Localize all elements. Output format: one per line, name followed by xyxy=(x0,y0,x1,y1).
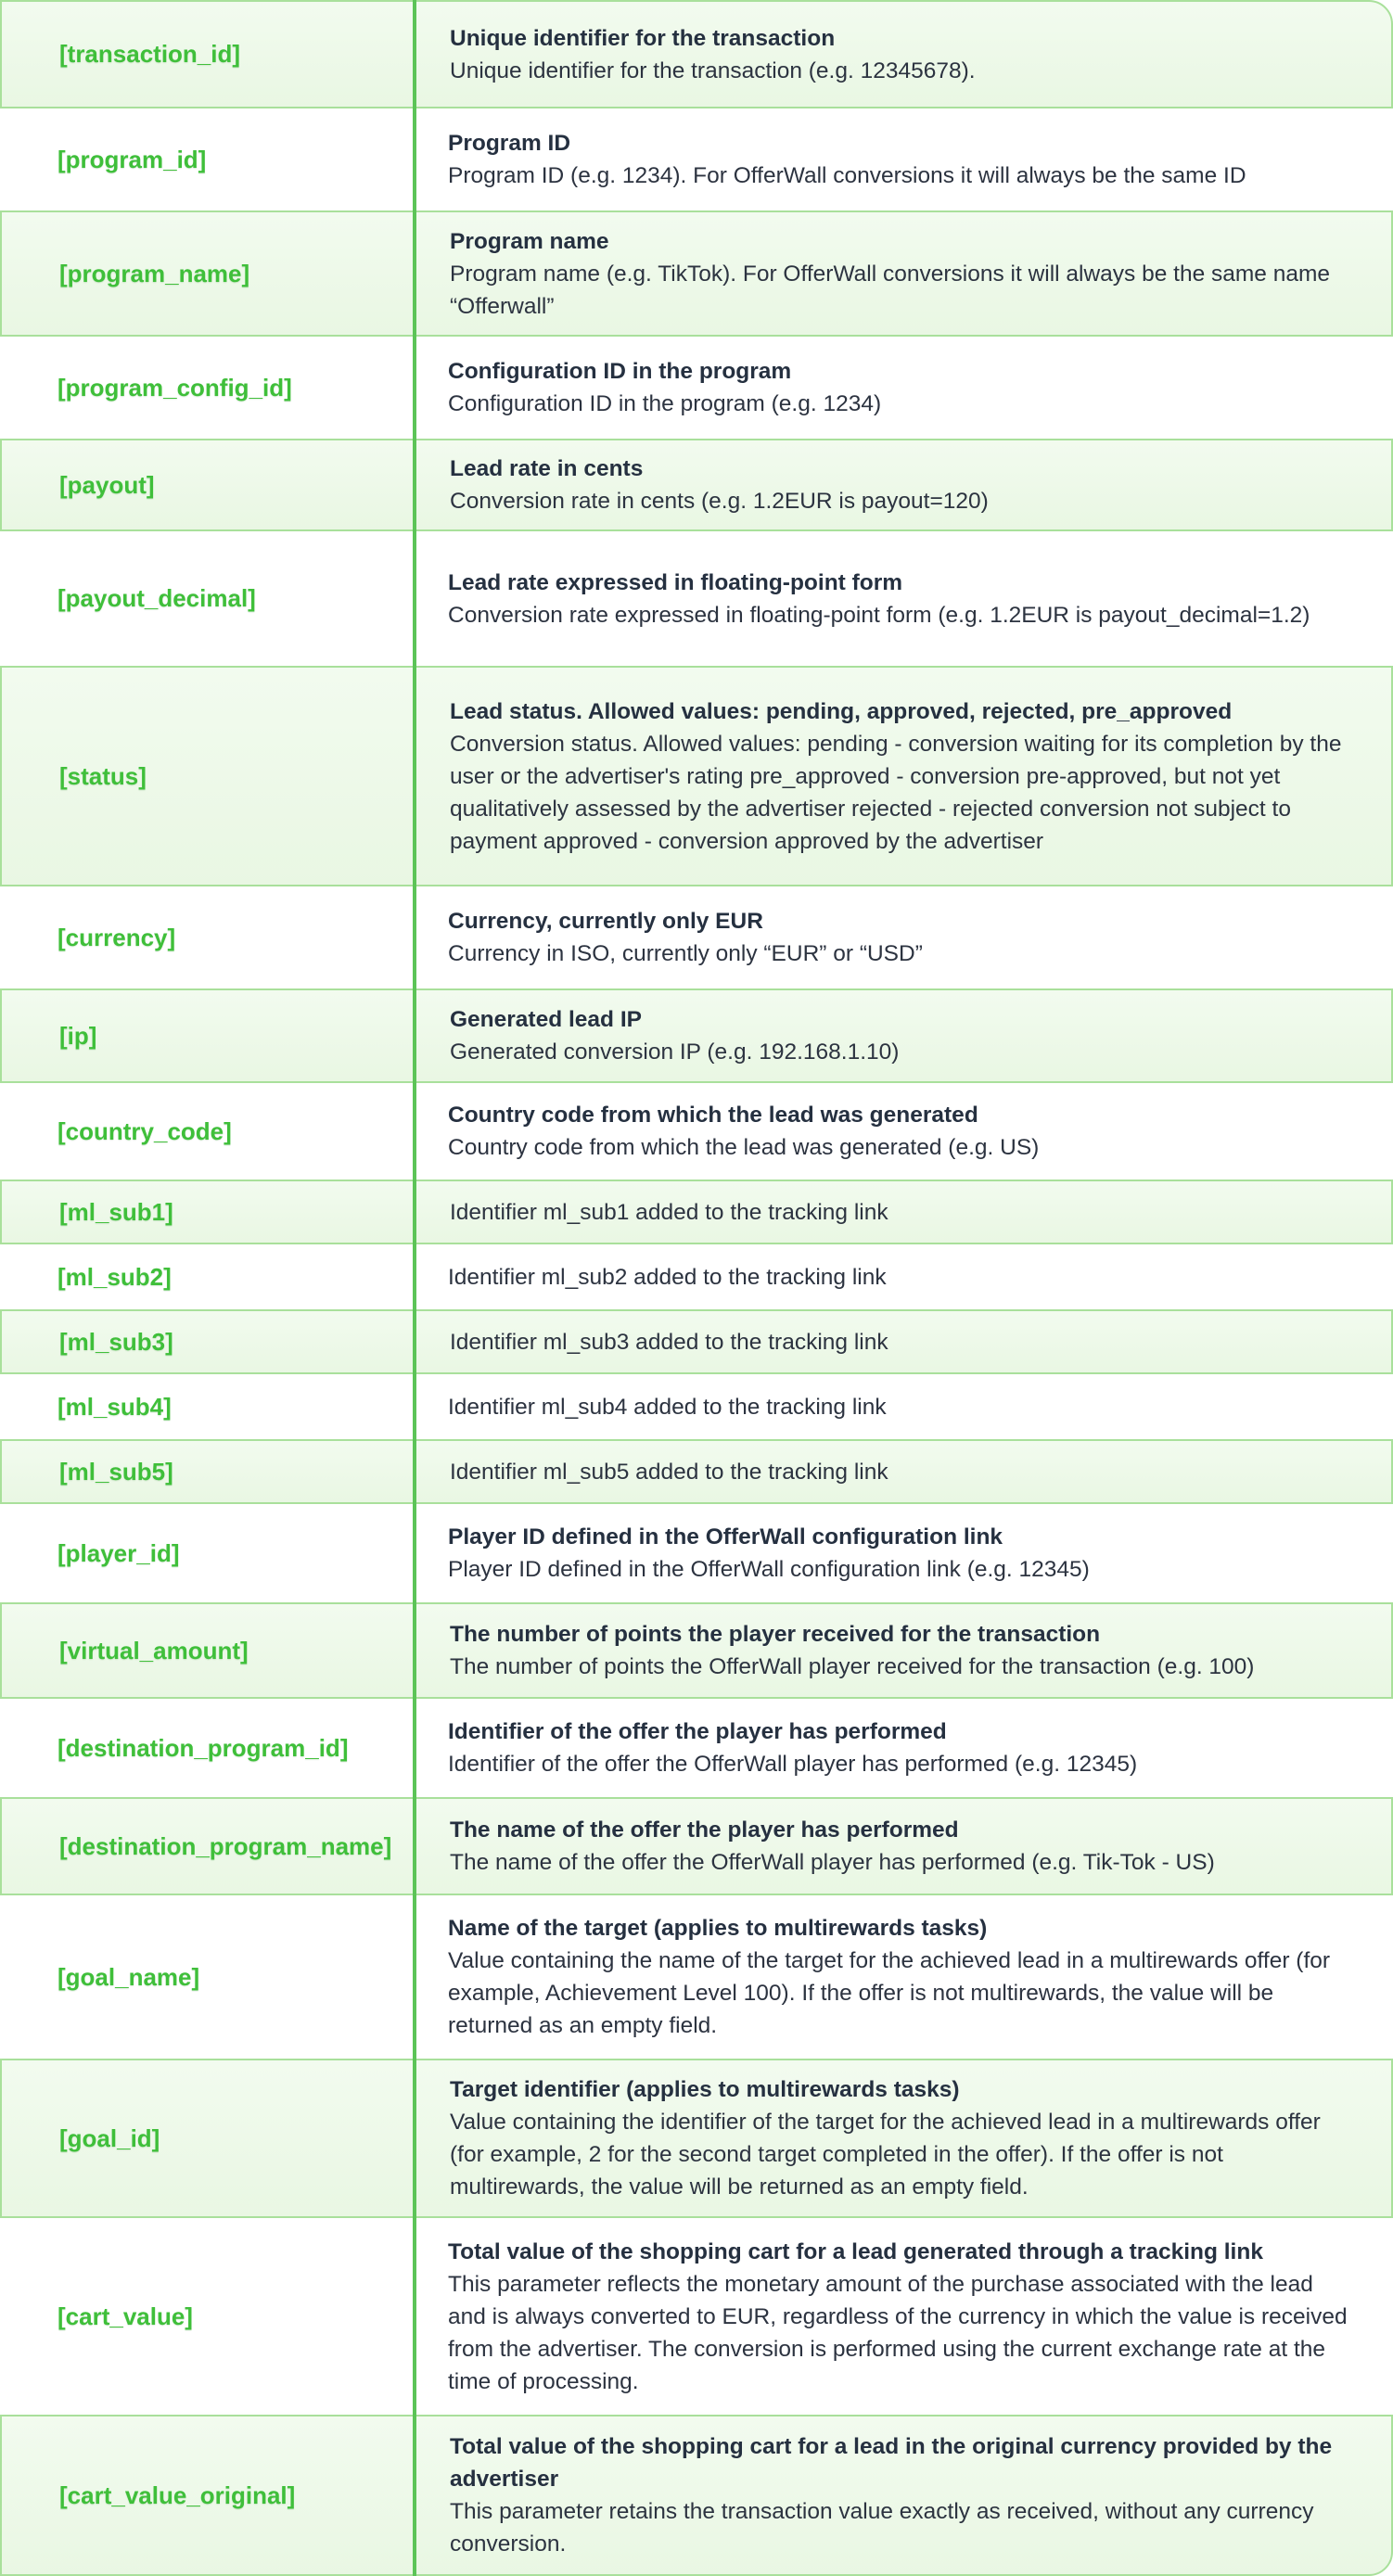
parameter-description xyxy=(413,1912,1393,2042)
parameter-description xyxy=(415,1003,1391,1068)
parameter-name: [virtual_amount] xyxy=(59,1636,249,1664)
parameter-name: [payout] xyxy=(59,470,155,499)
table-row xyxy=(0,1699,1393,1797)
description-title: Player ID defined in the OfferWall configuration link xyxy=(448,1524,1003,1549)
table-row xyxy=(0,2415,1393,2576)
table-row xyxy=(0,666,1393,886)
description-text: Identifier of the offer the OfferWall player has performed (e.g. 12345) xyxy=(448,1752,1138,1777)
description-text: The number of points the OfferWall player received for the transaction (e.g. 100) xyxy=(450,1654,1255,1679)
description-title: Lead status. Allowed values: pending, approved, rejected, pre_approved xyxy=(450,698,1233,724)
description-title: Identifier of the offer the player has performed xyxy=(448,1719,947,1744)
description-text: Country code from which the lead was generated (e.g. US) xyxy=(448,1135,1040,1160)
description-text: Unique identifier for the transaction (e.g. 12345678). xyxy=(450,57,976,83)
description-text: Conversion rate expressed in floating-point form (e.g. 1.2EUR is payout_decimal=1.2) xyxy=(448,602,1310,628)
table-row xyxy=(0,1244,1393,1309)
description-title: Lead rate in cents xyxy=(450,456,644,481)
description-title: Lead rate expressed in floating-point form xyxy=(448,569,903,595)
parameter-name: [destination_program_name] xyxy=(59,1831,392,1860)
description-title: Program name xyxy=(450,228,609,254)
parameter-description xyxy=(415,22,1391,87)
parameter-description xyxy=(415,695,1391,858)
parameter-name: [program_config_id] xyxy=(58,373,292,402)
table-row xyxy=(0,1895,1393,2059)
table-row xyxy=(0,1374,1393,1439)
table-row xyxy=(0,1083,1393,1180)
parameter-name: [payout_decimal] xyxy=(58,584,256,612)
parameter-description xyxy=(413,905,1393,970)
parameter-name: [cart_value_original] xyxy=(59,2480,296,2509)
table-row xyxy=(0,988,1393,1083)
parameter-description xyxy=(415,453,1391,517)
parameter-description xyxy=(413,127,1393,192)
description-title: Unique identifier for the transaction xyxy=(450,25,836,51)
parameter-name: [currency] xyxy=(58,923,176,951)
parameter-name: [country_code] xyxy=(58,1116,232,1145)
description-text: Value containing the name of the target for the achieved lead in a multirewards offer (for example, Achievement Level 100). If the offer is not multirewards, the value will be returned as an empty field. xyxy=(448,1948,1331,2038)
parameter-name: [transaction_id] xyxy=(59,40,241,68)
parameter-name: [ml_sub2] xyxy=(58,1262,172,1291)
parameter-name: [ml_sub5] xyxy=(59,1457,173,1486)
parameter-name: [cart_value] xyxy=(58,2302,193,2330)
parameter-name: [ip] xyxy=(59,1021,97,1050)
table-row xyxy=(0,1309,1393,1374)
parameter-name: [player_id] xyxy=(58,1538,180,1567)
parameter-name: [program_name] xyxy=(59,259,250,287)
parameter-name: [destination_program_id] xyxy=(58,1733,349,1762)
table-row xyxy=(0,439,1393,531)
description-title: Currency, currently only EUR xyxy=(448,909,763,934)
parameter-description xyxy=(415,2073,1391,2203)
description-title: Total value of the shopping cart for a lead generated through a tracking link xyxy=(448,2238,1263,2264)
parameter-description xyxy=(415,1326,1391,1358)
description-text: Identifier ml_sub5 added to the tracking link xyxy=(450,1459,888,1485)
table-row xyxy=(0,2218,1393,2415)
column-divider xyxy=(413,0,416,2576)
description-title: The number of points the player received for the transaction xyxy=(450,1622,1101,1647)
description-text: This parameter retains the transaction value exactly as received, without any currency conversion. xyxy=(450,2499,1314,2557)
description-text: Configuration ID in the program (e.g. 1234) xyxy=(448,391,882,416)
parameter-name: [ml_sub4] xyxy=(58,1392,172,1421)
description-text: Program name (e.g. TikTok). For OfferWall conversions it will always be the same name “Offerwall” xyxy=(450,261,1331,319)
description-text: Generated conversion IP (e.g. 192.168.1.10) xyxy=(450,1039,900,1065)
description-text: The name of the offer the OfferWall player has performed (e.g. Tik-Tok - US) xyxy=(450,1850,1215,1875)
parameter-name: [ml_sub1] xyxy=(59,1197,173,1226)
table-row xyxy=(0,886,1393,988)
description-title: Total value of the shopping cart for a lead in the original currency provided by the advertiser xyxy=(450,2434,1333,2492)
description-text: Identifier ml_sub3 added to the tracking link xyxy=(450,1329,888,1355)
parameter-description xyxy=(413,1391,1393,1423)
table-row xyxy=(0,337,1393,439)
description-text: Identifier ml_sub4 added to the tracking link xyxy=(448,1394,887,1420)
description-title: Program ID xyxy=(448,131,571,156)
parameter-name: [status] xyxy=(59,761,147,790)
description-text: Identifier ml_sub1 added to the tracking link xyxy=(450,1199,888,1225)
parameter-description xyxy=(413,1715,1393,1780)
parameter-name: [goal_id] xyxy=(59,2123,160,2152)
table-row xyxy=(0,531,1393,666)
table-row xyxy=(0,1504,1393,1602)
parameter-description xyxy=(415,225,1391,323)
description-title: The name of the offer the player has performed xyxy=(450,1817,959,1843)
table-row xyxy=(0,0,1393,108)
table-row xyxy=(0,1439,1393,1504)
parameter-description xyxy=(415,2430,1391,2560)
parameter-description xyxy=(415,1618,1391,1683)
description-text: Value containing the identifier of the target for the achieved lead in a multirewards offer (for example, 2 for the second target completed in the offer). If the offer is not multirewards, the value will be returned as an empty field. xyxy=(450,2110,1321,2200)
description-text: Conversion status. Allowed values: pending - conversion waiting for its completion by the user or the advertiser's rating pre_approved - conversion pre-approved, but not yet qualitatively assessed by the advertiser rejected - rejected conversion not subject to payment approved - conversion approved by the advertiser xyxy=(450,731,1342,854)
description-title: Target identifier (applies to multirewards tasks) xyxy=(450,2077,960,2102)
description-text: Conversion rate in cents (e.g. 1.2EUR is payout=120) xyxy=(450,489,989,514)
table-row xyxy=(0,108,1393,210)
parameter-description xyxy=(413,1521,1393,1586)
parameter-name: [program_id] xyxy=(58,145,207,173)
parameter-description xyxy=(413,1099,1393,1164)
description-text: This parameter reflects the monetary amount of the purchase associated with the lead and is always converted to EUR, regardless of the currency in which the value is received from the advertiser. The conversion is performed using the current exchange rate at the time of processing. xyxy=(448,2271,1348,2394)
table-row xyxy=(0,1797,1393,1895)
parameter-description xyxy=(415,1196,1391,1229)
description-title: Generated lead IP xyxy=(450,1007,642,1032)
description-title: Name of the target (applies to multirewards tasks) xyxy=(448,1916,988,1941)
parameter-description xyxy=(413,1261,1393,1294)
description-title: Country code from which the lead was generated xyxy=(448,1103,978,1128)
description-text: Player ID defined in the OfferWall configuration link (e.g. 12345) xyxy=(448,1557,1090,1582)
table-row xyxy=(0,1180,1393,1244)
parameter-name: [ml_sub3] xyxy=(59,1327,173,1356)
description-title: Configuration ID in the program xyxy=(448,359,792,384)
description-text: Identifier ml_sub2 added to the tracking link xyxy=(448,1264,887,1290)
parameter-description xyxy=(413,355,1393,420)
parameter-name: [goal_name] xyxy=(58,1962,200,1991)
parameter-description xyxy=(415,1456,1391,1488)
parameter-description xyxy=(413,567,1393,631)
description-text: Program ID (e.g. 1234). For OfferWall conversions it will always be the same ID xyxy=(448,163,1246,188)
table-row xyxy=(0,1602,1393,1699)
parameter-description xyxy=(415,1814,1391,1879)
table-row xyxy=(0,210,1393,337)
parameter-description xyxy=(413,2236,1393,2398)
table-row xyxy=(0,2059,1393,2218)
description-text: Currency in ISO, currently only “EUR” or “USD” xyxy=(448,941,923,966)
